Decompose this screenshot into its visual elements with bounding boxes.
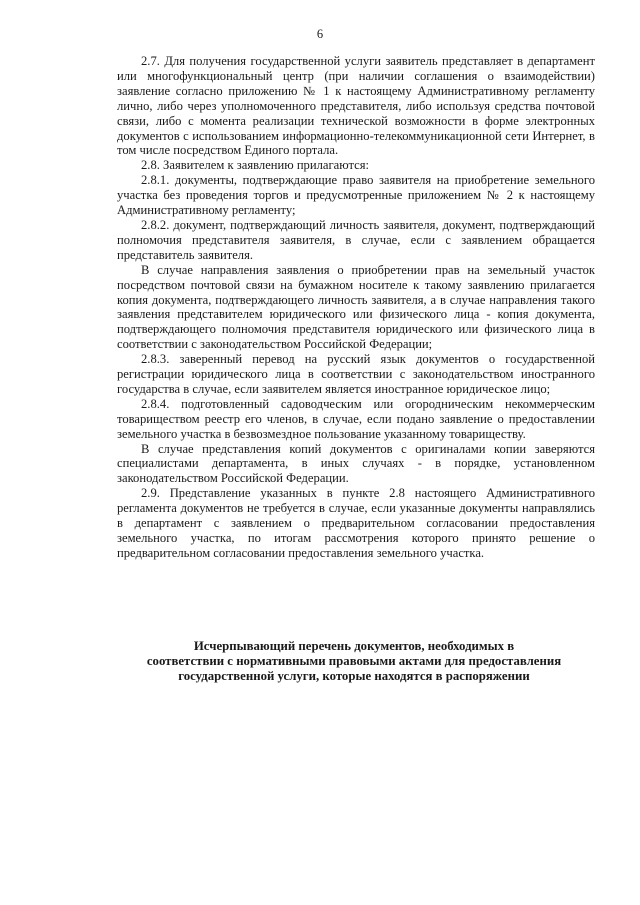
paragraph-2-9: 2.9. Представление указанных в пункте 2.8 настоящего Административного регламента документов не требуется в случае, если указанные документы направлялись в департамент с заявлением о предварительном согласовании предоставления земельного участка, по итогам рассмотрения которого принято решение о предварительном согласовании предоставления земельного участка.	[117, 486, 595, 560]
document-body	[117, 54, 595, 561]
paragraph-2-8-2: 2.8.2. документ, подтверждающий личность заявителя, документ, подтверждающий полномочия представителя заявителя, в случае, если с заявлением обращается представитель заявителя.	[117, 217, 595, 262]
paragraph-2-8: 2.8. Заявителем к заявлению прилагаются:	[141, 158, 370, 173]
heading-line-1: Исчерпывающий перечень документов, необходимых в	[193, 639, 515, 653]
paragraph-2-8-1: 2.8.1. документы, подтверждающие право заявителя на приобретение земельного участка без проведения торгов и предусмотренные приложением № 2 к настоящему Административному регламенту;	[117, 173, 595, 218]
heading-line-2: соответствии с нормативными правовыми актами для предоставления	[146, 654, 562, 669]
paragraph-copies: В случае представления копий документов с оригиналами копии заверяются специалистами департамента, в иных случаях - в порядке, установленном законодательством Российской Федерации.	[117, 441, 595, 486]
paragraph-2-7: 2.7. Для получения государственной услуги заявитель представляет в департамент или многофункциональный центр (при наличии соглашения о взаимодействии) заявление согласно приложению № 1 к настоящему Административному регламенту лично, либо через уполномоченного представителя, либо используя средства почтовой связи, либо с момента реализации технической возможности в форме электронных документов с использованием информационно-телекоммуникационной сети Интернет, в том числе посредством Единого портала.	[117, 54, 595, 158]
paragraph-2-8-4: 2.8.4. подготовленный садоводческим или огородническим некоммерческим товариществом реестр его членов, в случае, если подано заявление о предоставлении земельного участка в безвозмездное пользование указанному товариществу.	[117, 396, 595, 441]
page-number: 6	[316, 27, 324, 41]
heading-line-3: государственной услуги, которые находятся в распоряжении	[178, 669, 530, 684]
paragraph-postal-case: В случае направления заявления о приобретении прав на земельный участок посредством почтовой связи на бумажном носителе к такому заявлению прилагается копия документа, подтверждающего личность заявителя, а в случае направления такого заявления представителем юридического или физического лица - копия документа, подтверждающего полномочия представителя юридического или физического лица в соответствии с законодательством Российской Федерации;	[117, 262, 595, 352]
section-heading	[110, 639, 598, 685]
paragraph-2-8-3: 2.8.3. заверенный перевод на русский язык документов о государственной регистрации юридического лица в соответствии с законодательством иностранного государства в случае, если заявителем является иностранное юридическое лицо;	[117, 352, 595, 396]
